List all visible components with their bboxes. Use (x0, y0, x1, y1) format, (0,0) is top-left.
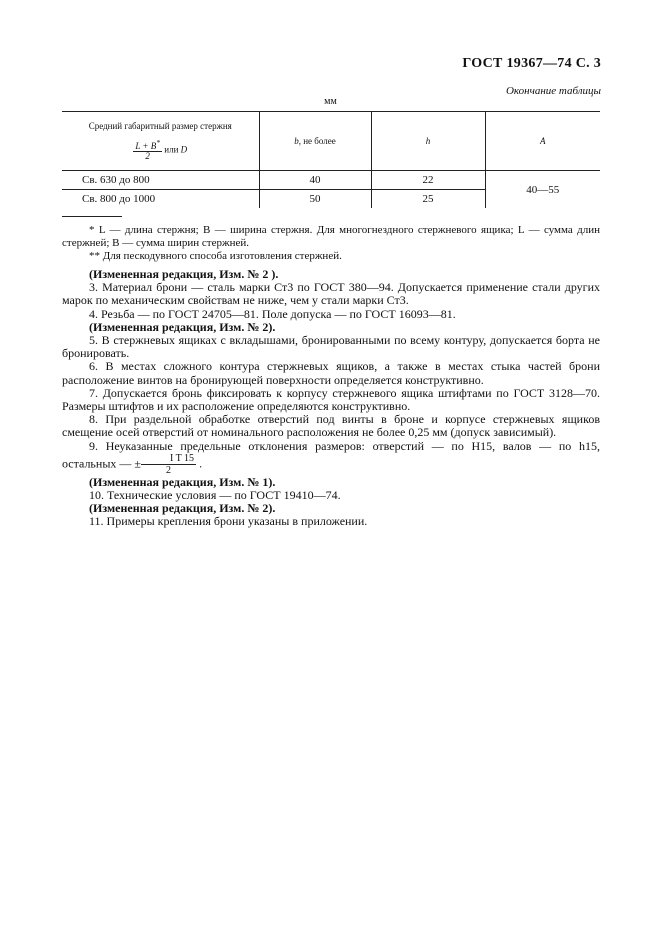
header-b-suffix: , не более (298, 136, 336, 146)
row-size-label: Св. 630 до 800 (62, 171, 259, 190)
formula-fraction (133, 139, 162, 162)
header-b-var: b (294, 136, 299, 146)
formula-var-d: D (180, 144, 188, 155)
paragraph-4: 4. Резьба — по ГОСТ 24705—81. Поле допуска — по ГОСТ 16093—81. (89, 306, 456, 321)
table-continuation-caption: Окончание таблицы (505, 85, 601, 97)
footnote-separator (62, 216, 122, 217)
row-a-value: 40—55 (485, 171, 600, 209)
footnote-mark: * (156, 137, 161, 147)
paragraph-11: 11. Примеры крепления брони указаны в приложении. (89, 514, 368, 529)
page-header: ГОСТ 19367—74 С. 3 (462, 56, 601, 71)
row-h-value: 22 (371, 171, 485, 190)
row-h-value: 25 (371, 190, 485, 209)
paragraph-8: 8. При раздельной обработке отверстий под винты в броне и корпусе стержневых ящиков смещение осей отверстий от номинального расположения не более 0,25 мм (допуск зависимый). (62, 412, 600, 440)
edition-note: (Измененная редакция, Изм. № 2). (89, 501, 276, 516)
dimensions-table (62, 111, 600, 208)
paragraph-3: 3. Материал брони — сталь марки Ст3 по ГОСТ 380—94. Допускается применение стали других марок по механическим свойствам не ниже, чем у стали марки Ст3. (62, 280, 600, 308)
paragraph-5: 5. В стержневых ящиках с вкладышами, бронированными по всему контуру, допускается борта не бронировать. (62, 333, 600, 361)
header-cell-a: A (485, 112, 600, 171)
unit-label: мм (324, 96, 337, 107)
body-text (62, 268, 600, 529)
tolerance-numerator: I T 15 (141, 453, 196, 465)
header-cell-h: h (371, 112, 485, 171)
header-size-label: Средний габаритный размер стержня (88, 120, 232, 131)
row-b-value: 40 (259, 171, 371, 190)
edition-note: (Измененная редакция, Изм. № 2 ). (89, 267, 279, 281)
paragraph-6: 6. В местах сложного контура стержневых ящиков, а также в местах стыка частей брони расположение винтов на бронирующей поверхности определяется конструктивно. (62, 359, 600, 387)
tolerance-denominator: 2 (166, 464, 172, 476)
table-header-row (62, 112, 600, 171)
paragraph-9-text: 9. Неуказанные предельные отклонения размеров: отверстий — по Н15, валов — по h15, остальных — ± (62, 438, 600, 471)
row-b-value: 50 (259, 190, 371, 209)
paragraph-10: 10. Технические условия — по ГОСТ 19410—74. (89, 488, 341, 503)
paragraph-9-end: . (199, 456, 203, 471)
table-footnotes (62, 224, 600, 263)
footnote-2: ** Для пескодувного способа изготовления стержней. (89, 250, 342, 262)
edition-note: (Измененная редакция, Изм. № 1). (89, 474, 276, 489)
edition-note: (Измененная редакция, Изм. № 2). (89, 319, 276, 334)
row-size-label: Св. 800 до 1000 (82, 193, 156, 205)
formula-or: или (164, 144, 179, 155)
tolerance-fraction (141, 453, 196, 476)
header-size-formula (62, 139, 259, 162)
header-cell-b (259, 112, 371, 171)
paragraph-9 (62, 440, 600, 476)
table-row (62, 171, 600, 190)
header-cell-size (62, 112, 259, 171)
formula-denominator: 2 (145, 151, 150, 161)
paragraph-7: 7. Допускается бронь фиксировать к корпусу стержневого ящика штифтами по ГОСТ 3128—70. Размеры штифтов и их расположение определяются конструктивно. (62, 385, 600, 414)
formula-numerator: L + B (135, 140, 157, 151)
footnote-1: * L — длина стержня; B — ширина стержня. Для многогнездного стержневого ящика; L — сумма длин стержней; B — сумма ширин стержней. (62, 224, 600, 249)
